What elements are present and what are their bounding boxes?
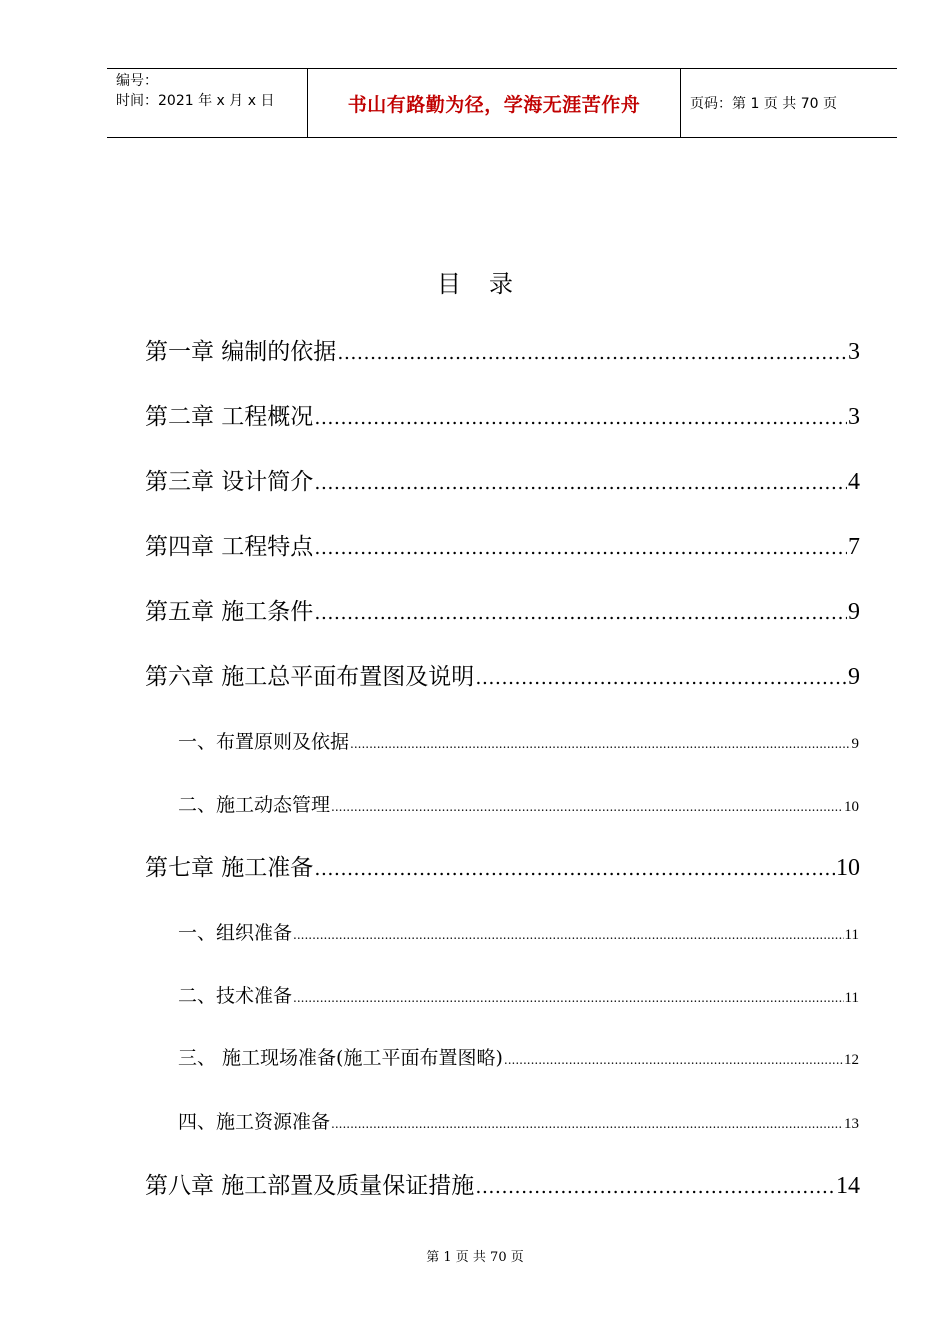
toc-entry[interactable]: [145, 849, 860, 882]
toc-leader-dots: [293, 928, 844, 942]
header-page-cell: [681, 69, 897, 137]
toc-leader-dots: [331, 1117, 843, 1131]
toc-subentry[interactable]: [178, 727, 859, 754]
toc-entry-page: 14: [836, 1173, 860, 1199]
toc-title: 目录: [437, 270, 541, 298]
toc-subentry[interactable]: [178, 918, 859, 945]
header-motto-cell: [308, 69, 681, 137]
toc-entry-label: 第二章 工程概况: [145, 404, 314, 430]
document-header: [107, 68, 897, 138]
toc-entry-label: 第三章 设计简介: [145, 469, 314, 495]
toc-entry[interactable]: [145, 333, 860, 366]
document-number-label: 编号：: [116, 73, 158, 89]
page-footer: 第 1 页 共 70 页: [426, 1250, 524, 1265]
toc-leader-dots: [331, 800, 843, 814]
toc-entry-label: 第八章 施工部置及质量保证措施: [145, 1173, 475, 1199]
header-meta-cell: [107, 69, 308, 137]
toc-leader-dots: [350, 737, 850, 751]
toc-entry[interactable]: [145, 658, 860, 691]
toc-leader-dots: [314, 602, 847, 624]
toc-entry-page: 13: [844, 1116, 859, 1132]
toc-leader-dots: [293, 991, 844, 1005]
toc-entry-label: 二、施工动态管理: [178, 794, 331, 816]
toc-entry[interactable]: [145, 528, 860, 561]
toc-entry-label: 四、施工资源准备: [178, 1111, 331, 1133]
toc-entry-label: 第五章 施工条件: [145, 599, 314, 625]
toc-leader-dots: [314, 858, 835, 880]
toc-entry-page: 7: [848, 534, 860, 560]
toc-entry[interactable]: [145, 593, 860, 626]
toc-leader-dots: [314, 537, 847, 559]
toc-leader-dots: [504, 1053, 843, 1067]
toc-entry-page: 3: [848, 339, 860, 365]
toc-leader-dots: [475, 1176, 835, 1198]
toc-entry-page: 12: [844, 1052, 859, 1068]
toc-entry-label: 第四章 工程特点: [145, 534, 314, 560]
toc-leader-dots: [337, 342, 847, 364]
header-motto: 书山有路勤为径，学海无涯苦作舟: [347, 93, 641, 116]
toc-subentry[interactable]: [178, 981, 859, 1008]
toc-entry-label: 第六章 施工总平面布置图及说明: [145, 664, 475, 690]
toc-subentry[interactable]: [178, 1107, 859, 1134]
header-page-info: 页码：第 1 页 共 70 页: [690, 96, 837, 112]
toc-entry-page: 9: [848, 664, 860, 690]
toc-leader-dots: [314, 472, 847, 494]
toc-entry-page: 11: [844, 927, 859, 943]
toc-entry-page: 10: [836, 855, 860, 881]
toc-leader-dots: [314, 407, 847, 429]
toc-leader-dots: [475, 667, 847, 689]
toc-entry-label: 第七章 施工准备: [145, 855, 314, 881]
toc-entry-label: 三、 施工现场准备(施工平面布置图略): [178, 1047, 503, 1069]
toc-entry-label: 一、布置原则及依据: [178, 731, 350, 753]
toc-entry[interactable]: [145, 1167, 860, 1200]
document-date: 时间：2021 年 x 月 x 日: [116, 93, 275, 109]
toc-entry-page: 4: [848, 469, 860, 495]
toc-subentry[interactable]: [178, 1043, 859, 1070]
toc-entry-page: 9: [848, 599, 860, 625]
toc-entry-page: 3: [848, 404, 860, 430]
toc-entry-label: 一、组织准备: [178, 922, 293, 944]
toc-entry-label: 二、技术准备: [178, 985, 293, 1007]
toc-entry-page: 9: [851, 736, 859, 752]
toc-subentry[interactable]: [178, 790, 859, 817]
toc-entry[interactable]: [145, 463, 860, 496]
toc-entry-label: 第一章 编制的依据: [145, 339, 337, 365]
toc-entry[interactable]: [145, 398, 860, 431]
toc-entry-page: 10: [844, 799, 859, 815]
toc-entry-page: 11: [844, 990, 859, 1006]
